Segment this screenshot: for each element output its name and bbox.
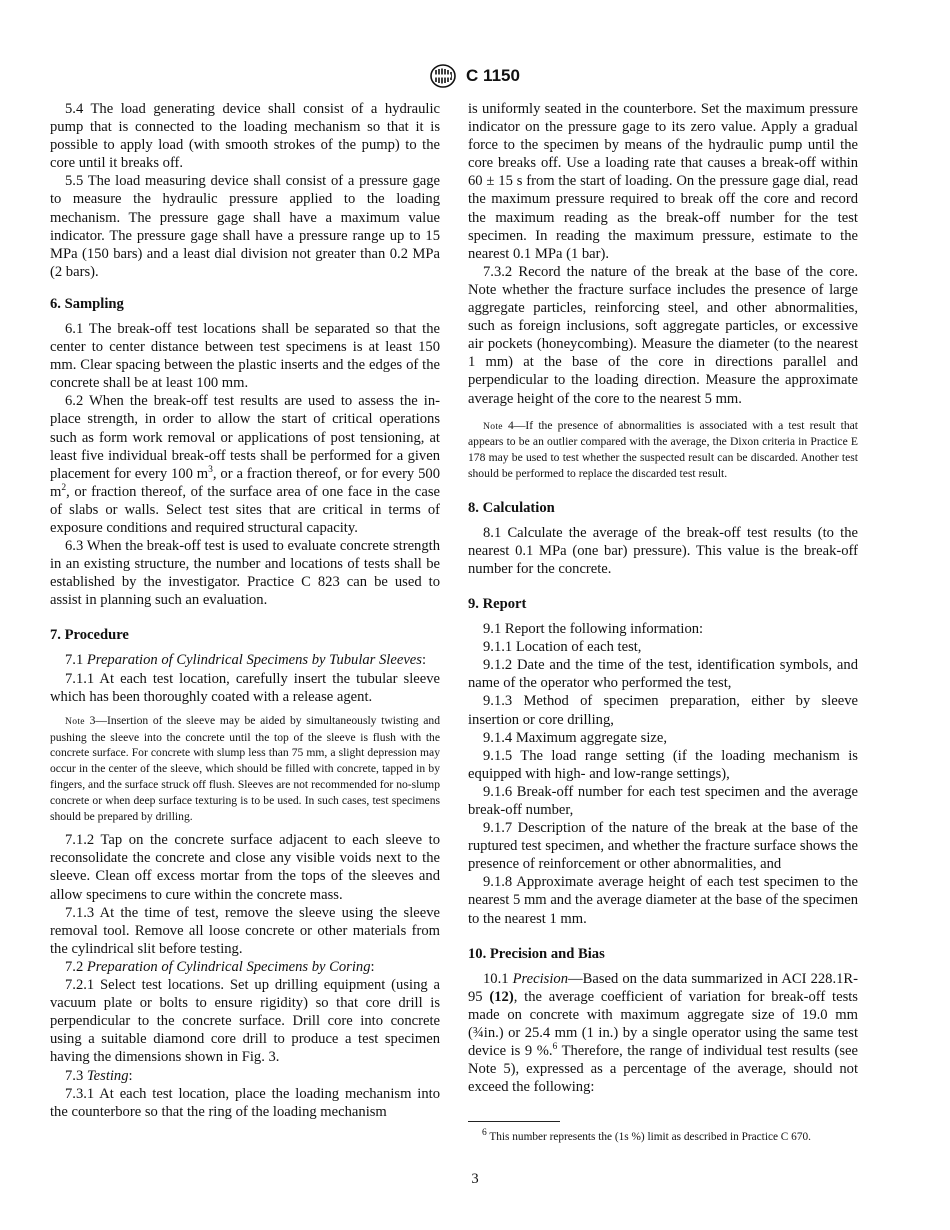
page-header <box>0 64 950 88</box>
paragraph-7-2-1: 7.2.1 Select test locations. Set up drilling equipment (using a vacuum plate or bolts to ensure rigidity) so that core drill is perpendicular to the concrete surface. Drill core into concrete using a suitable diamond core drill to produce a test specimen having the dimensions shown in Fig. 3. <box>50 977 440 1066</box>
standard-designation: C 1150 <box>466 66 520 85</box>
paragraph-7-3-1-continued: is uniformly seated in the counterbore. Set the maximum pressure indicator on the pressure gage to its zero value. Apply a gradual force to the specimen by means of the hydraulic pump until the core breaks off. Use a loading rate that causes a break-off within 60 ± 15 s from the start of loading. On the pressure gage dial, read the maximum pressure required to break off the core and record the maximum reading as the break-off number for the test specimen. In reading the maximum pressure, estimate to the nearest 0.1 MPa (1 bar). <box>468 101 858 262</box>
note-3: Note 3—Insertion of the sleeve may be aided by simultaneously twisting and pushing the sleeve into the concrete until the top of the sleeve is flush with the concrete surface. For concrete with slump less than 75 mm, a slight depression may occur in the center of the sleeve, which should be filled with concrete, tapped in by fingers, and the surface struck off flush. Sleeves are not recommended for no-slump concrete or when deep surface texturing is to be used. In such cases, test specimens should be prepared by drilling. <box>50 713 440 823</box>
right-column <box>468 100 858 1096</box>
section-6-heading: 6. Sampling <box>50 295 124 312</box>
paragraph-8-1: 8.1 Calculate the average of the break-off test results (to the nearest 0.1 MPa (one bar) pressure). This value is the break-off number for the concrete. <box>468 524 858 577</box>
footnote-divider <box>468 1121 560 1122</box>
section-9-heading: 9. Report <box>468 596 527 613</box>
paragraph-7-3-2: 7.3.2 Record the nature of the break at the base of the core. Note whether the fracture surface includes the presence of large aggregate particles, reinforcing steel, and other abnormalities, such as foreign inclusions, soft aggregate particles, or excessive air pockets (honeycombing). Measure the diameter (to the nearest 1 mm) at the base of the core in directions parallel and perpendicular to the loading direction. Measure the approximate average height of the core to the nearest 5 mm. <box>468 263 858 407</box>
left-column <box>50 100 440 1121</box>
paragraph-9-1-4: 9.1.4 Maximum aggregate size, <box>483 729 667 746</box>
paragraph-6-3: 6.3 When the break-off test is used to evaluate concrete strength in an existing structure, the number and locations of tests shall be established by the investigator. Practice C 823 can be used to assist in planning such an evaluation. <box>50 538 440 609</box>
paragraph-9-1-8: 9.1.8 Approximate average height of each test specimen to the nearest 5 mm and the average diameter at the base of the specimen to the nearest 1 mm. <box>468 874 858 927</box>
astm-logo-icon <box>430 64 456 88</box>
paragraph-9-1-5: 9.1.5 The load range setting (if the loading mechanism is equipped with high- and low-range settings), <box>468 747 858 782</box>
paragraph-5-4: 5.4 The load generating device shall consist of a hydraulic pump that is connected to the loading mechanism so that it is possible to apply load (with smooth strokes of the pump) to the core until it breaks off. <box>50 101 440 172</box>
section-7-heading: 7. Procedure <box>50 627 129 644</box>
paragraph-7-1-1: 7.1.1 At each test location, carefully insert the tubular sleeve which has been thoroughly coated with a release agent. <box>50 670 440 705</box>
paragraph-7-1: 7.1 Preparation of Cylindrical Specimens by Tubular Sleeves: <box>65 652 427 669</box>
paragraph-9-1-7: 9.1.7 Description of the nature of the break at the base of the ruptured test specimen, and whether the fracture surface shows the presence of reinforcement or other abnormalities, and <box>468 820 858 873</box>
page-number: 3 <box>471 1171 479 1187</box>
paragraph-6-1: 6.1 The break-off test locations shall be separated so that the center to center distance between test specimens is at least 150 mm. Clear spacing between the plastic inserts and the edges of the concrete shall be at least 100 mm. <box>50 320 440 392</box>
paragraph-9-1-2: 9.1.2 Date and the time of the test, identification symbols, and name of the operator who performed the test, <box>468 657 858 692</box>
paragraph-7-3-1: 7.3.1 At each test location, place the loading mechanism into the counterbore so that the ring of the loading mechanism <box>50 1085 440 1120</box>
paragraph-5-5: 5.5 The load measuring device shall consist of a pressure gage to measure the hydraulic pressure applied to the loading mechanism. The pressure gage shall have a maximum value indicator. The pressure gage shall have a pressure range up to 15 MPa (150 bars) and a least dial division not greater than 0.2 MPa (2 bars). <box>50 173 440 280</box>
section-10-heading: 10. Precision and Bias <box>468 945 605 962</box>
paragraph-7-3: 7.3 Testing: <box>65 1067 133 1084</box>
section-8-heading: 8. Calculation <box>468 499 555 516</box>
paragraph-9-1: 9.1 Report the following information: <box>483 621 704 638</box>
note-4: Note 4—If the presence of abnormalities is associated with a test result that appears to be an outlier compared with the average, the Dixon criteria in Practice E 178 may be used to test whether the suspected result can be discarded. Another test should be performed to replace the discarded test result. <box>468 418 858 480</box>
paragraph-9-1-1: 9.1.1 Location of each test, <box>483 639 642 656</box>
paragraph-9-1-6: 9.1.6 Break-off number for each test specimen and the average break-off number, <box>468 783 858 818</box>
paragraph-10-1: 10.1 Precision—Based on the data summarized in ACI 228.1R-95 (12), the average coefficient of variation for break-off tests made on concrete with maximum aggregate size of 19.0 mm (¾in.) or 25.4 mm (1 in.) by a single operator using the same test device is 9 %.$^6$ Therefore, the range of individual test results (see Note 5), expressed as a percentage of the average, should not exceed the following: <box>468 970 858 1096</box>
paragraph-9-1-3: 9.1.3 Method of specimen preparation, either by sleeve insertion or core drilling, <box>468 693 858 728</box>
footnote-6: $^6$ This number represents the (1s %) limit as described in Practice C 670. <box>482 1128 811 1143</box>
paragraph-7-1-3: 7.1.3 At the time of test, remove the sleeve using the sleeve removal tool. Remove all loose concrete or other materials from the cylindrical slit before testing. <box>50 904 440 957</box>
paragraph-6-2: 6.2 When the break-off test results are used to assess the in-place strength, in order to allow the start of critical operations such as form work removal or applications of post tensioning, at least five individual break-off tests shall be performed for a given placement for every 100 $m^3$, or a fraction thereof, or for every 500 $m^2$, or fraction thereof, of the surface area of one face in the case of slabs or walls. Select test sites that are critical in terms of exposure conditions and required structural capacity. <box>50 393 440 536</box>
paragraph-7-2: 7.2 Preparation of Cylindrical Specimens by Coring: <box>65 958 375 975</box>
paragraph-7-1-2: 7.1.2 Tap on the concrete surface adjacent to each sleeve to reconsolidate the concrete and close any visible voids next to the sleeve. Clean off excess mortar from the tops of the sleeves and allow specimens to cure within the concrete mass. <box>50 832 440 903</box>
